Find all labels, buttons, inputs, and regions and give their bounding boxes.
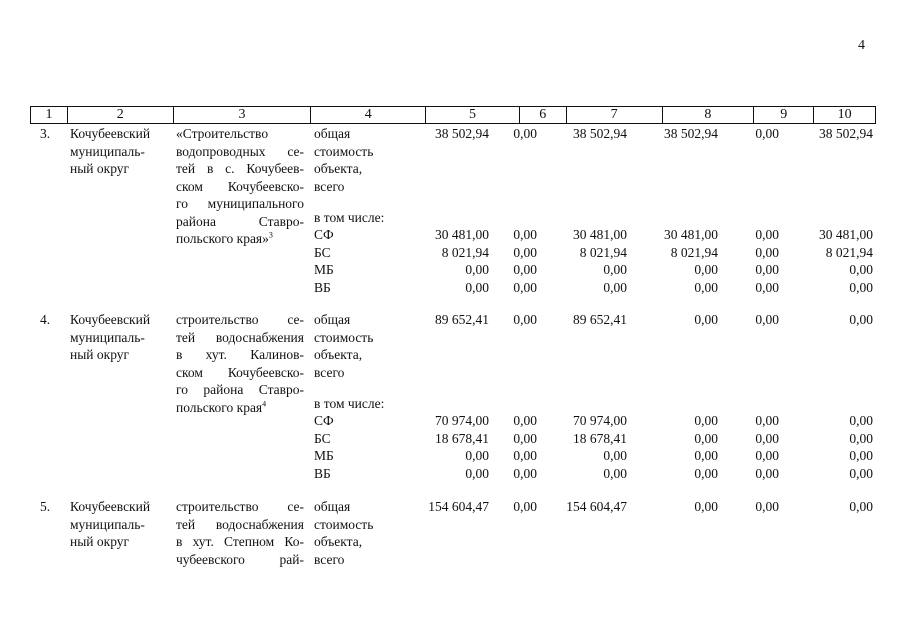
value-cell: 0,00 (849, 465, 873, 481)
total-cell: 38 502,94 (819, 126, 873, 141)
header-cell: 8 (663, 107, 755, 123)
object-line (176, 533, 304, 551)
value-cell: 0,00 (694, 262, 718, 277)
value-cell: 0,00 (603, 262, 627, 277)
object-line-text: ском Кочубеевско- (176, 364, 304, 380)
source-label: ВБ (314, 279, 331, 295)
total-cell: 154 604,47 (428, 499, 489, 514)
value-cell: 30 481,00 (573, 227, 627, 242)
value-cell: 30 481,00 (819, 227, 873, 242)
value-cell: 0,00 (513, 430, 537, 446)
object-line-text: чубеевского рай- (176, 551, 304, 567)
header-cell: 2 (68, 107, 174, 123)
total-cell: 0,00 (755, 499, 779, 514)
row-number: 5. (40, 499, 51, 514)
source-label: БС (314, 430, 331, 446)
source-label: СФ (314, 413, 334, 428)
value-cell: 8 021,94 (579, 244, 627, 260)
source-label: ВБ (314, 465, 331, 481)
value-cell: 0,00 (849, 430, 873, 446)
value-cell: 0,00 (755, 244, 779, 260)
value-cell: 0,00 (755, 262, 779, 277)
description-line: объекта, (314, 161, 363, 176)
value-cell: 0,00 (513, 465, 537, 481)
header-cell: 9 (754, 107, 814, 123)
total-cell: 38 502,94 (664, 126, 718, 141)
description-line: всего (314, 364, 345, 380)
including-label: в том числе: (314, 396, 385, 411)
object-line-text: тей водоснабжения (176, 516, 304, 532)
description-line: объекта, (314, 534, 363, 549)
total-cell: 0,00 (849, 312, 873, 327)
object-line-text: в хут. Калинов- (176, 347, 304, 362)
total-cell: 0,00 (513, 312, 537, 327)
object-line (176, 143, 304, 161)
object-line-text: тей водоснабжения (176, 329, 304, 345)
object-line (176, 551, 304, 569)
value-cell: 0,00 (513, 448, 537, 463)
value-cell: 0,00 (603, 465, 627, 481)
source-label: БС (314, 244, 331, 260)
total-cell: 0,00 (755, 126, 779, 141)
source-label: СФ (314, 227, 334, 242)
value-cell: 0,00 (513, 227, 537, 242)
header-cell: 10 (837, 107, 852, 122)
value-cell: 0,00 (849, 448, 873, 463)
page-number: 4 (858, 38, 865, 53)
footnote-ref: 3 (268, 230, 273, 240)
object-line-text: польского края» (176, 231, 269, 246)
value-cell: 18 678,41 (573, 430, 627, 446)
object-line-text: района Ставро- (176, 213, 304, 229)
row-number: 3. (40, 126, 51, 141)
value-cell: 0,00 (513, 244, 537, 260)
value-cell: 0,00 (694, 448, 718, 463)
object-line-text: го района Ставро- (176, 382, 304, 397)
object-line (176, 381, 304, 399)
value-cell: 30 481,00 (664, 227, 718, 242)
header-cell: 6 (520, 107, 567, 123)
description-line: стоимость (314, 143, 374, 159)
total-cell: 38 502,94 (573, 126, 627, 141)
including-label: в том числе: (314, 210, 385, 225)
value-cell: 70 974,00 (573, 413, 627, 428)
district-line: Кочубеевский (70, 499, 151, 514)
district-line: муниципаль- (70, 143, 145, 159)
value-cell: 0,00 (603, 279, 627, 295)
total-cell: 0,00 (849, 499, 873, 514)
value-cell: 0,00 (465, 448, 489, 463)
object-line (176, 346, 304, 364)
value-cell: 30 481,00 (435, 227, 489, 242)
value-cell: 0,00 (755, 430, 779, 446)
header-cell: 1 (31, 107, 68, 123)
value-cell: 0,00 (694, 413, 718, 428)
description-line: всего (314, 551, 345, 567)
total-cell: 0,00 (694, 312, 718, 327)
value-cell: 0,00 (603, 448, 627, 463)
object-line-text: водопроводных се- (176, 143, 304, 159)
object-line-text: в хут. Степном Ко- (176, 534, 304, 549)
object-line (176, 230, 304, 248)
object-line (176, 213, 304, 231)
total-cell: 0,00 (694, 499, 718, 514)
district-line: муниципаль- (70, 516, 145, 532)
total-cell: 89 652,41 (573, 312, 627, 327)
object-line-text: строительство се- (176, 312, 304, 327)
district-line: Кочубеевский (70, 312, 151, 327)
object-line (176, 125, 304, 143)
object-line-text: тей в с. Кочубеев- (176, 161, 304, 176)
value-cell: 0,00 (755, 448, 779, 463)
district-line: ный округ (70, 534, 130, 549)
total-cell: 89 652,41 (435, 312, 489, 327)
object-line-text: польского края (176, 399, 263, 415)
value-cell: 0,00 (465, 279, 489, 295)
district-line: Кочубеевский (70, 126, 151, 141)
description-line: всего (314, 178, 345, 194)
description-line: стоимость (314, 329, 374, 345)
district-line: муниципаль- (70, 329, 145, 345)
object-line (176, 329, 304, 347)
value-cell: 0,00 (755, 279, 779, 295)
value-cell: 0,00 (849, 413, 873, 428)
district-line: ный округ (70, 347, 130, 362)
description-line: общая (314, 312, 351, 327)
description-line: стоимость (314, 516, 374, 532)
value-cell: 0,00 (755, 413, 779, 428)
value-cell: 0,00 (513, 262, 537, 277)
source-label: МБ (314, 448, 334, 463)
value-cell: 0,00 (694, 279, 718, 295)
object-line-text: го муниципального (176, 196, 304, 211)
value-cell: 0,00 (513, 279, 537, 295)
header-cell: 7 (567, 107, 663, 123)
table-header (30, 106, 876, 124)
object-line (176, 160, 304, 178)
total-cell: 0,00 (513, 126, 537, 141)
value-cell: 8 021,94 (670, 244, 718, 260)
value-cell: 18 678,41 (435, 430, 489, 446)
source-label: МБ (314, 262, 334, 277)
value-cell: 70 974,00 (435, 413, 489, 428)
row-number: 4. (40, 312, 51, 327)
object-line-text: ском Кочубеевско- (176, 178, 304, 194)
description-line: общая (314, 126, 351, 141)
object-line (176, 311, 304, 329)
description-line: общая (314, 499, 351, 514)
object-line (176, 399, 304, 417)
value-cell: 0,00 (513, 413, 537, 428)
object-line (176, 178, 304, 196)
value-cell: 0,00 (755, 227, 779, 242)
object-line (176, 195, 304, 213)
object-line (176, 498, 304, 516)
footnote-ref: 4 (262, 399, 267, 408)
object-line-text: строительство се- (176, 499, 304, 514)
total-cell: 0,00 (513, 499, 537, 514)
value-cell: 8 021,94 (441, 244, 489, 260)
header-cell: 4 (311, 107, 426, 123)
value-cell: 8 021,94 (825, 244, 873, 260)
district-line: ный округ (70, 161, 130, 176)
value-cell: 0,00 (465, 465, 489, 481)
header-cell: 3 (174, 107, 312, 123)
value-cell: 0,00 (465, 262, 489, 277)
total-cell: 0,00 (755, 312, 779, 327)
value-cell: 0,00 (755, 465, 779, 481)
total-cell: 38 502,94 (435, 126, 489, 141)
object-line-text: «Строительство (176, 126, 269, 141)
total-cell: 154 604,47 (566, 499, 627, 514)
object-line (176, 516, 304, 534)
value-cell: 0,00 (849, 262, 873, 277)
description-line: объекта, (314, 347, 363, 362)
header-cell: 5 (426, 107, 520, 123)
value-cell: 0,00 (694, 430, 718, 446)
object-line (176, 364, 304, 382)
value-cell: 0,00 (694, 465, 718, 481)
value-cell: 0,00 (849, 279, 873, 295)
